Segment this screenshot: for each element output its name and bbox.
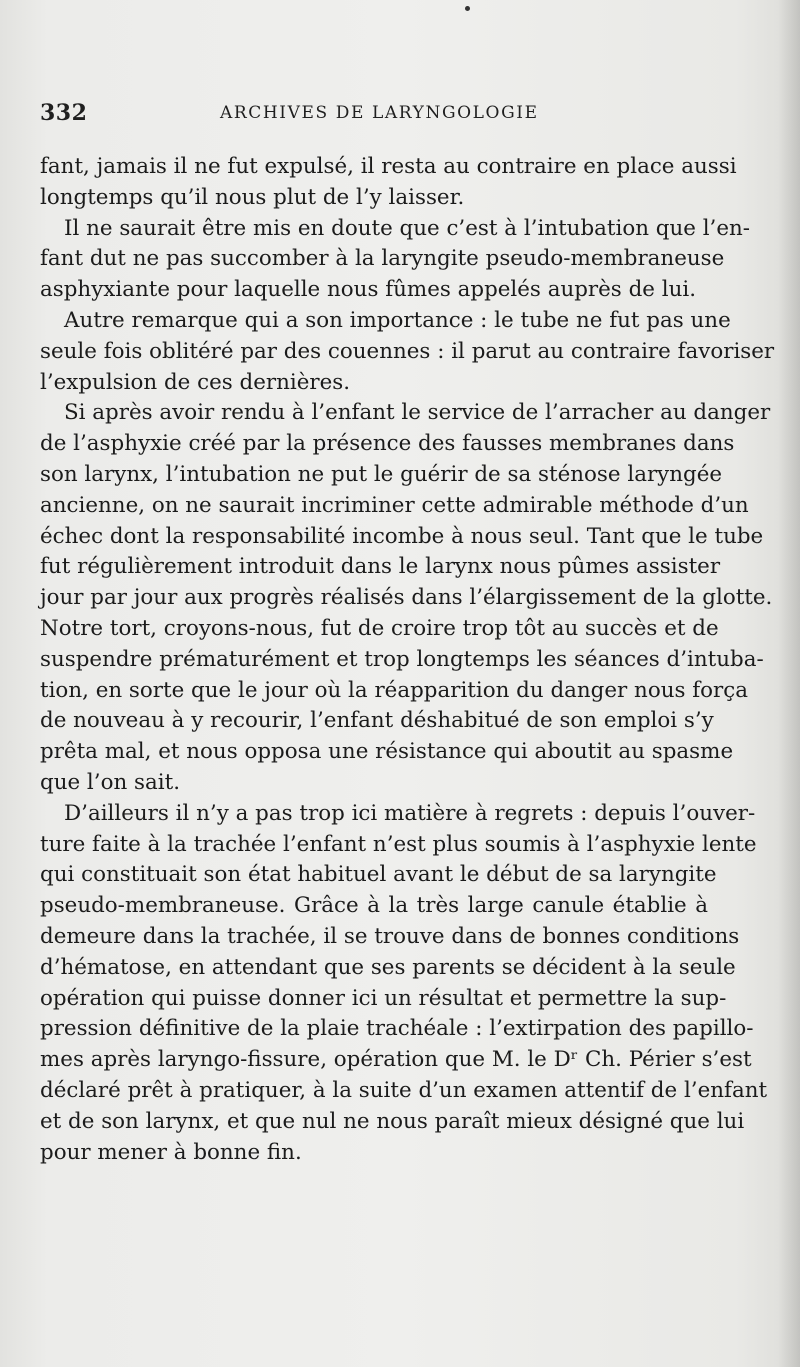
text-line: demeure dans la trachée, il se trouve dans de bonnes conditions bbox=[40, 923, 740, 949]
body-text bbox=[40, 152, 775, 1168]
text-line: Si après avoir rendu à l’enfant le service de l’arracher au danger bbox=[64, 400, 771, 426]
paragraph bbox=[40, 214, 751, 306]
text-line: Notre tort, croyons-nous, fut de croire trop tôt au succès et de bbox=[40, 615, 719, 641]
text-line: fut régulièrement introduit dans le larynx nous pûmes assister bbox=[40, 554, 721, 580]
text-line: pseudo-membraneuse. Grâce à la très large canule établie à bbox=[40, 893, 708, 919]
ink-speck bbox=[465, 6, 470, 11]
text-line: de l’asphyxie créé par la présence des fausses membranes dans bbox=[40, 431, 735, 457]
text-line: pour mener à bonne fin. bbox=[40, 1139, 302, 1165]
text-line: son larynx, l’intubation ne put le guérir de sa sténose laryngée bbox=[40, 461, 723, 487]
page-header bbox=[40, 100, 740, 130]
text-line: qui constituait son état habituel avant le début de sa laryngite bbox=[40, 862, 717, 888]
text-line: déclaré prêt à pratiquer, à la suite d’un examen attentif de l’enfant bbox=[40, 1077, 768, 1103]
text-line: asphyxiante pour laquelle nous fûmes appelés auprès de lui. bbox=[40, 277, 696, 303]
text-line: Autre remarque qui a son importance : le tube ne fut pas une bbox=[64, 307, 731, 333]
running-title: ARCHIVES DE LARYNGOLOGIE bbox=[220, 103, 539, 123]
paragraph bbox=[40, 799, 768, 1169]
text-line: ancienne, on ne saurait incriminer cette admirable méthode d’un bbox=[40, 492, 749, 518]
paragraph bbox=[40, 398, 773, 798]
text-line: l’expulsion de ces dernières. bbox=[40, 369, 351, 395]
text-line: que l’on sait. bbox=[40, 769, 180, 795]
text-line: d’hématose, en attendant que ses parents se décident à la seule bbox=[40, 954, 736, 980]
text-line: prêta mal, et nous opposa une résistance qui aboutit au spasme bbox=[40, 739, 734, 765]
text-line: pression définitive de la plaie trachéale : l’extirpation des papillo- bbox=[40, 1016, 754, 1042]
text-line: opération qui puisse donner ici un résultat et permettre la sup- bbox=[40, 985, 727, 1011]
text-line: D’ailleurs il n’y a pas trop ici matière à regrets : depuis l’ouver- bbox=[64, 800, 756, 826]
text-line: ture faite à la trachée l’enfant n’est plus soumis à l’asphyxie lente bbox=[40, 831, 757, 857]
text-line: fant dut ne pas succomber à la laryngite pseudo-membraneuse bbox=[40, 246, 725, 272]
text-line: seule fois oblitéré par des couennes : il parut au contraire favoriser bbox=[40, 338, 775, 364]
text-line: de nouveau à y recourir, l’enfant déshabitué de son emploi s’y bbox=[40, 708, 714, 734]
text-line: jour par jour aux progrès réalisés dans l’élargissement de la glotte. bbox=[40, 585, 773, 611]
text-line: longtemps qu’il nous plut de l’y laisser. bbox=[40, 184, 465, 210]
text-line: suspendre prématurément et trop longtemps les séances d’intuba- bbox=[40, 646, 764, 672]
paragraph bbox=[40, 152, 737, 214]
page-number: 332 bbox=[40, 100, 88, 126]
text-line: échec dont la responsabilité incombe à nous seul. Tant que le tube bbox=[40, 523, 764, 549]
page-edge-shadow bbox=[778, 0, 800, 1367]
text-line: et de son larynx, et que nul ne nous paraît mieux désigné que lui bbox=[40, 1108, 745, 1134]
paragraph bbox=[40, 306, 775, 398]
text-line: fant, jamais il ne fut expulsé, il resta au contraire en place aussi bbox=[40, 154, 737, 179]
text-line: tion, en sorte que le jour où la réapparition du danger nous força bbox=[40, 677, 749, 703]
text-line: Il ne saurait être mis en doute que c’est à l’intubation que l’en- bbox=[64, 215, 751, 241]
text-line: mes après laryngo-fissure, opération que M. le Dʳ Ch. Périer s’est bbox=[40, 1047, 752, 1073]
